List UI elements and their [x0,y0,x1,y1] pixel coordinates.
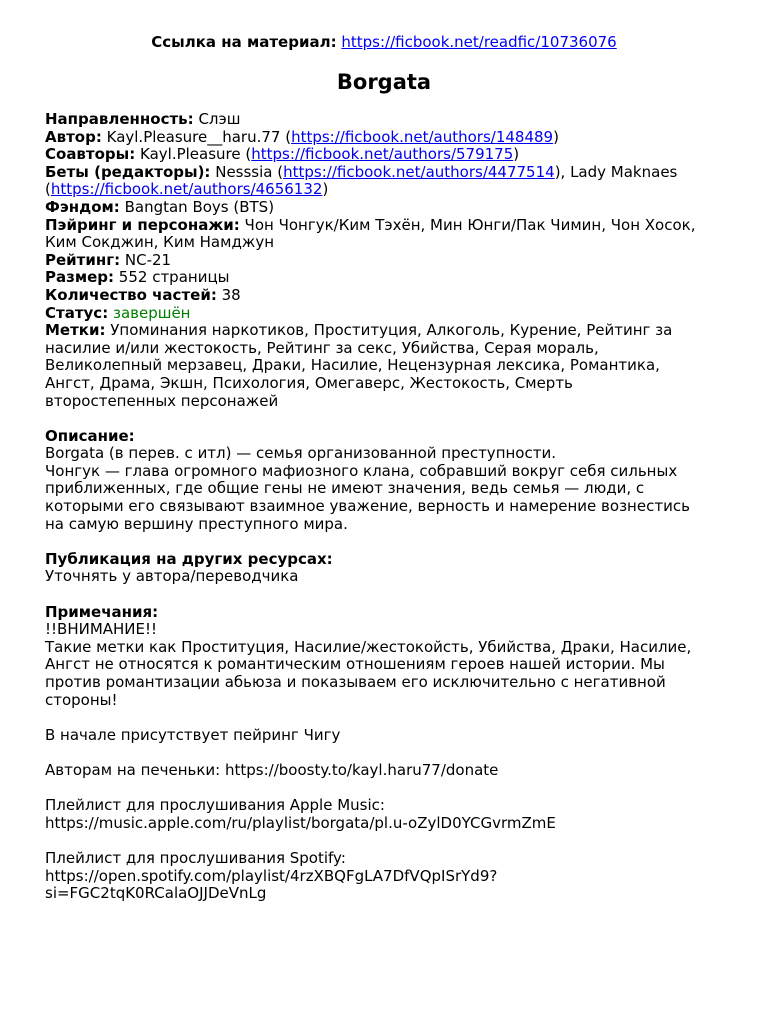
beta-link-2[interactable]: https://ficbook.net/authors/4656132 [50,180,323,199]
notes-line-9: Авторам на печеньки: https://boosty.to/kayl.haru77/donate [45,760,499,779]
fandom-value: Bangtan Boys (BTS) [124,197,275,216]
pairing-value-line-1: Чон Чонгук/Ким Тэхён, Мин Юнги/Пак Чимин, Чон Хосок, [244,215,696,234]
betas-label: Беты (редакторы): [45,162,211,181]
beta-name-1: Nesssia [215,162,273,181]
spacer [45,832,735,850]
spacer [45,744,735,762]
description-line-5: на самую вершину преступного мира. [45,514,348,533]
spacer [45,410,735,428]
beta-link-1[interactable]: https://ficbook.net/authors/4477514 [283,162,555,181]
size-row [45,269,735,287]
size-value: 552 страницы [118,268,230,287]
status-value: завершён [112,303,191,322]
rating-value: NC-21 [124,250,172,269]
pairing-row [45,217,735,235]
source-line [0,34,768,52]
tags-line-1: Упоминания наркотиков, Проституция, Алкоголь, Курение, Рейтинг за [110,321,673,340]
tags-line-5: второстепенных персонажей [45,391,279,410]
notes-line-14: Плейлист для прослушивания Spotify: [45,848,346,867]
pairing-label: Пэйринг и персонажи: [45,215,240,234]
rating-row [45,252,735,270]
description-line-3: приближенных, где общие гены не имеют значения, ведь семья — люди, с [45,479,645,498]
size-label: Размер: [45,268,115,287]
author-row: Автор: Kayl.Pleasure__haru.77 (https://ficbook.net/authors/148489) [45,127,559,146]
notes-line-4: против романтизации абьюза и показываем его исключительно с негативной [45,673,666,691]
spacer [45,533,735,551]
direction-value: Слэш [198,110,241,128]
description-line-1: Borgata (в перев. с итл) — семья организованной преступности. [45,444,556,463]
parts-row [45,287,735,305]
coauthor-link[interactable]: https://ficbook.net/authors/579175 [251,145,514,164]
notes-heading [45,604,735,622]
fandom-row [45,199,735,217]
notes-heading-text: Примечания: [45,602,159,621]
spacer [45,586,735,604]
publication-heading-text: Публикация на других ресурсах: [45,549,333,568]
direction-label: Направленность: [45,110,194,128]
description-line-2: Чонгук — глава огромного мафиозного клана, собравший вокруг себя сильных [45,461,678,480]
tags-line-4: Ангст, Драма, Экшн, Психология, Омегаверс, Жестокость, Смерть [45,373,573,392]
betas-row-cont: (https://ficbook.net/authors/4656132) [45,180,329,199]
rating-label: Рейтинг: [45,250,121,269]
author-link[interactable]: https://ficbook.net/authors/148489 [291,127,554,146]
beta-name-2: Lady Maknaes [570,162,678,181]
parts-label: Количество частей: [45,285,217,304]
tags-line-3: Великолепный мерзавец, Драки, Насилие, Нецензурная лексика, Романтика, [45,356,660,375]
spacer [45,780,735,798]
source-link[interactable]: https://ficbook.net/readfic/10736076 [341,33,617,51]
publication-text: Уточнять у автора/переводчика [45,567,299,586]
notes-line-5: стороны! [45,690,118,709]
tags-row [45,322,735,340]
spacer [45,709,735,727]
status-row [45,305,735,323]
author-name: Kayl.Pleasure__haru.77 [106,127,281,146]
source-label: Ссылка на материал: [151,33,337,51]
document-body [45,111,735,903]
coauthors-row: Соавторы: Kayl.Pleasure (https://ficbook.net/authors/579175) [45,145,520,164]
notes-line-11: Плейлист для прослушивания Apple Music: [45,796,385,815]
notes-line-7: В начале присутствует пейринг Чигу [45,725,341,744]
tags-line-2: насилие и/или жестокость, Рейтинг за секс, Убийства, Серая мораль, [45,338,599,357]
description-heading [45,428,735,446]
notes-line-15: https://open.spotify.com/playlist/4rzXBQFgLA7DfVQpISrYd9? [45,866,498,885]
fandom-label: Фэндом: [45,197,120,216]
coauthor-name: Kayl.Pleasure [140,145,241,164]
document-title: Borgata [336,70,432,94]
notes-line-12: https://music.apple.com/ru/playlist/borgata/pl.u-oZylD0YCGvrmZmE [45,813,556,832]
betas-row: Беты (редакторы): Nesssia (https://ficbook.net/authors/4477514), Lady Maknaes [45,162,678,181]
notes-line-16: si=FGC2tqK0RCalaOJJDeVnLg [45,884,267,903]
status-label: Статус: [45,303,109,322]
notes-line-3: Ангст не относятся к романтическим отношениям героев нашей истории. Мы [45,655,665,674]
author-label: Автор: [45,127,102,146]
coauthors-label: Соавторы: [45,145,136,164]
tags-label: Метки: [45,321,106,340]
description-line-4: которыми его связывают взаимное уважение, верность и намерение вознестись [45,497,690,516]
publication-heading [45,551,735,569]
direction-row [45,111,735,129]
notes-line-1: !!ВНИМАНИЕ!! [45,620,158,639]
pairing-value-line-2: Ким Сокджин, Ким Намджун [45,233,275,252]
description-heading-text: Описание: [45,426,135,445]
parts-value: 38 [221,285,241,304]
notes-line-2: Такие метки как Проституция, Насилие/жестокойсть, Убийства, Драки, Насилие, [45,637,692,656]
